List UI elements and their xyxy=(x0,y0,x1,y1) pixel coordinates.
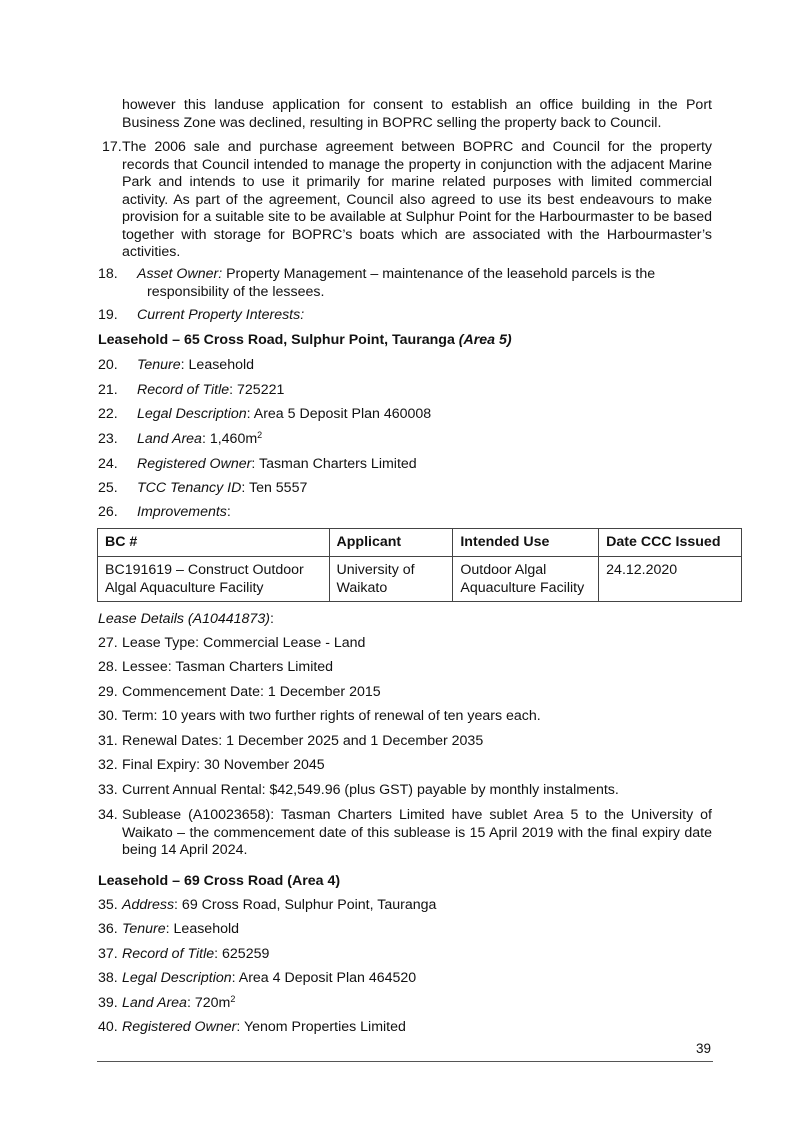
item-value: : Area 5 Deposit Plan 460008 xyxy=(246,406,432,422)
item-text xyxy=(122,970,416,988)
footer-rule xyxy=(97,1061,713,1062)
item-text xyxy=(137,504,231,522)
table-header-cell: Applicant xyxy=(329,529,453,557)
table-header-cell: Intended Use xyxy=(453,529,599,557)
item-value: : 1,460m xyxy=(201,431,258,447)
item-value: : Leasehold xyxy=(165,921,240,937)
table-cell: University of Waikato xyxy=(329,557,453,602)
item-value: : Area 4 Deposit Plan 464520 xyxy=(231,970,417,986)
item-value: : Ten 5557 xyxy=(241,480,308,496)
lease-item-number: 30. xyxy=(98,708,118,724)
lease-details-label-text: Lease Details (A10441873) xyxy=(98,611,270,627)
table-header-row xyxy=(98,529,742,557)
lease-item-text: Lease Type: Commercial Lease - Land xyxy=(122,635,366,651)
item-text xyxy=(122,921,239,939)
lease-item-number: 32. xyxy=(98,757,118,773)
area4-heading: Leasehold – 69 Cross Road (Area 4) xyxy=(98,873,341,889)
item-value: : 725221 xyxy=(229,382,285,398)
table-cell: BC191619 – Construct Outdoor Algal Aquaculture Facility xyxy=(98,557,330,602)
item-34-text: Sublease (A10023658): Tasman Charters Limited have sublet Area 5 to the University of Waikato – the commencement date of this sublease is 15 April 2019 with the final expiry date being 14 April 2024. xyxy=(122,807,712,858)
item-number: 39. xyxy=(98,995,118,1011)
table-cell: 24.12.2020 xyxy=(599,557,742,602)
area5-heading-text: Leasehold – 65 Cross Road, Sulphur Point, Tauranga xyxy=(98,332,459,348)
item-18-line1 xyxy=(137,266,717,284)
lease-item-text: Term: 10 years with two further rights of renewal of ten years each. xyxy=(122,708,541,724)
item-number: 38. xyxy=(98,970,118,986)
item-17-text: The 2006 sale and purchase agreement between BOPRC and Council for the property records that Council intended to manage the property in conjunction with the adjacent Marine Park and intends to use it primarily for marine related purposes with limited commercial activity. As part of the agreement, Council also agreed to use its best endeavours to make provision for a suitable site to be available at Sulphur Point for the Harbourmaster to be based together with storage for BOPRC’s boats which are associated with the Harbourmaster’s activities. xyxy=(122,139,712,260)
item-label: TCC Tenancy ID xyxy=(137,480,242,496)
item-label: Tenure xyxy=(137,357,181,373)
item-value: : 625259 xyxy=(214,946,270,962)
item-text xyxy=(122,1019,406,1037)
item-text xyxy=(137,357,254,375)
item-label: Land Area xyxy=(137,431,202,447)
item-number: 20. xyxy=(98,357,118,373)
improvements-table xyxy=(97,528,742,602)
lease-item-number: 33. xyxy=(98,782,118,798)
item-17-number: 17. xyxy=(102,139,122,155)
item-label: Record of Title xyxy=(137,382,230,398)
lease-item-number: 29. xyxy=(98,684,118,700)
lease-item-text: Current Annual Rental: $42,549.96 (plus GST) payable by monthly instalments. xyxy=(122,782,619,798)
item-18-text: Property Management – maintenance of the leasehold parcels is the xyxy=(222,266,656,282)
item-label: Registered Owner xyxy=(137,456,252,472)
item-number: 36. xyxy=(98,921,118,937)
lease-details-label xyxy=(98,611,274,629)
item-value: : Yenom Properties Limited xyxy=(236,1019,406,1035)
item-text xyxy=(137,382,284,400)
item-label: Tenure xyxy=(122,921,166,937)
lease-item-number: 31. xyxy=(98,733,118,749)
table-header-cell: Date CCC Issued xyxy=(599,529,742,557)
item-19-label xyxy=(137,307,304,325)
item-label: Record of Title xyxy=(122,946,215,962)
lease-item-text: Lessee: Tasman Charters Limited xyxy=(122,659,334,675)
item-label: Address xyxy=(122,897,175,913)
area5-heading xyxy=(98,332,512,350)
table-header-cell: BC # xyxy=(98,529,330,557)
item-value: : 69 Cross Road, Sulphur Point, Tauranga xyxy=(174,897,437,913)
item-label: Improvements xyxy=(137,504,227,520)
intro-continuation: however this landuse application for consent to establish an office building in the Port Business Zone was declined, resulting in BOPRC selling the property back to Council. xyxy=(122,97,712,131)
item-text xyxy=(137,406,431,424)
item-value: : Leasehold xyxy=(180,357,255,373)
page-number: 39 xyxy=(695,1041,711,1056)
item-number: 26. xyxy=(98,504,118,520)
item-number: 22. xyxy=(98,406,118,422)
item-text xyxy=(122,995,235,1013)
area5-heading-italic: (Area 5) xyxy=(458,332,512,348)
item-number: 37. xyxy=(98,946,118,962)
item-18-number: 18. xyxy=(98,266,118,282)
item-value: : 720m xyxy=(186,995,231,1011)
item-label: Land Area xyxy=(122,995,187,1011)
item-19-number: 19. xyxy=(98,307,118,323)
item-text xyxy=(137,480,307,498)
item-number: 40. xyxy=(98,1019,118,1035)
item-label: Legal Description xyxy=(122,970,232,986)
item-34-number: 34. xyxy=(98,807,118,823)
item-text xyxy=(122,897,436,915)
table-cell: Outdoor Algal Aquaculture Facility xyxy=(453,557,599,602)
lease-details-colon: : xyxy=(269,611,274,627)
item-18-label: Asset Owner: xyxy=(137,266,223,282)
item-number: 24. xyxy=(98,456,118,472)
item-number: 23. xyxy=(98,431,118,447)
item-text xyxy=(137,431,262,449)
lease-item-number: 28. xyxy=(98,659,118,675)
item-text xyxy=(137,456,417,474)
item-18-line2: responsibility of the lessees. xyxy=(147,284,325,300)
lease-item-number: 27. xyxy=(98,635,118,651)
item-value: : Tasman Charters Limited xyxy=(251,456,417,472)
superscript: 2 xyxy=(257,430,263,440)
item-label: Legal Description xyxy=(137,406,247,422)
item-value: : xyxy=(226,504,231,520)
item-text xyxy=(122,946,269,964)
item-number: 21. xyxy=(98,382,118,398)
item-number: 35. xyxy=(98,897,118,913)
lease-item-text: Renewal Dates: 1 December 2025 and 1 December 2035 xyxy=(122,733,484,749)
lease-item-text: Final Expiry: 30 November 2045 xyxy=(122,757,325,773)
superscript: 2 xyxy=(230,994,236,1004)
item-19-label-text: Current Property Interests: xyxy=(137,307,305,323)
table-row xyxy=(98,557,742,602)
lease-item-text: Commencement Date: 1 December 2015 xyxy=(122,684,381,700)
item-label: Registered Owner xyxy=(122,1019,237,1035)
item-number: 25. xyxy=(98,480,118,496)
